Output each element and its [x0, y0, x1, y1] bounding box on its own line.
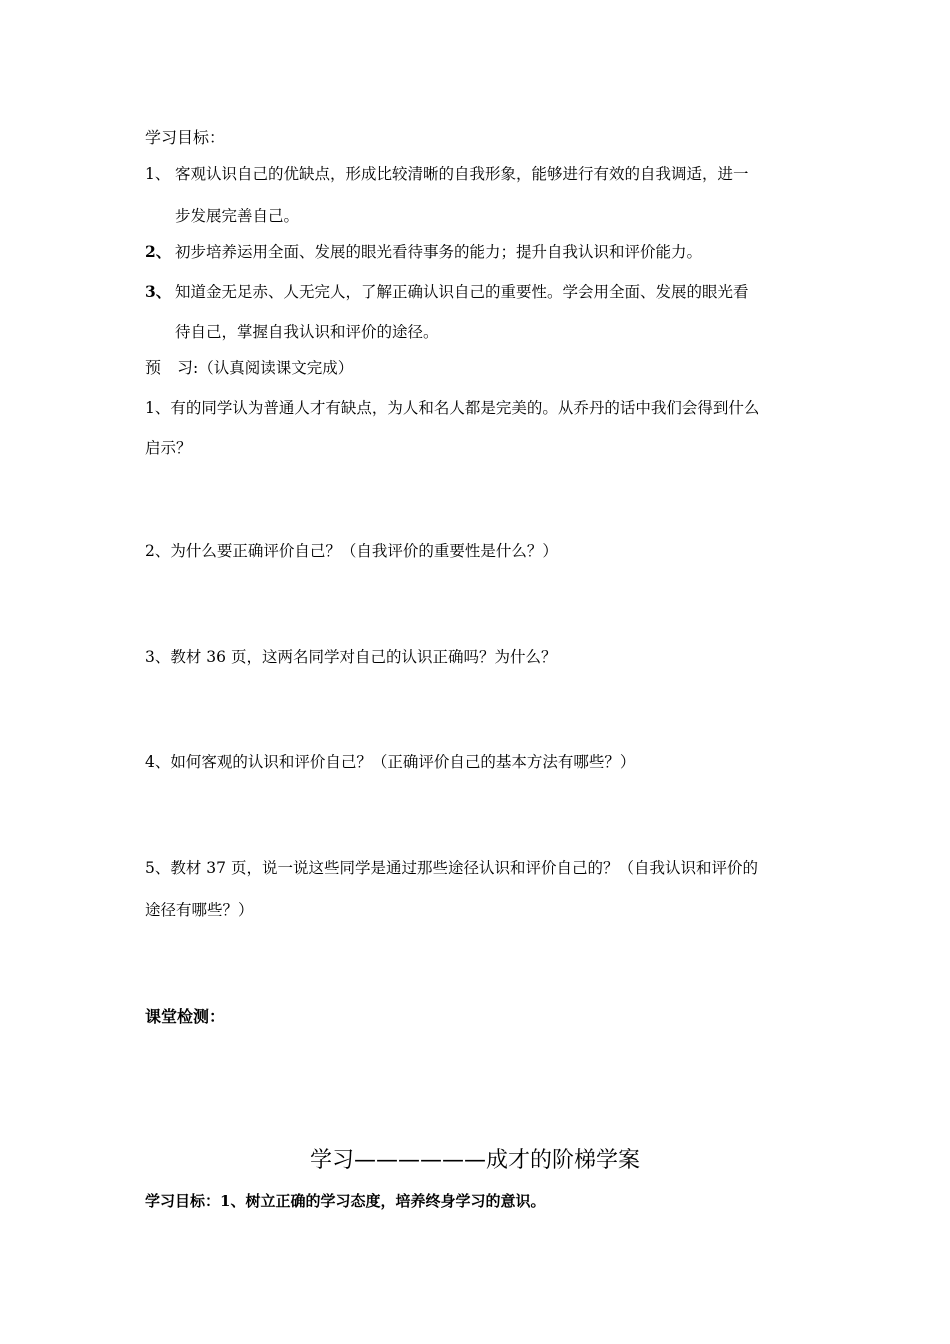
preview-heading: [145, 358, 353, 378]
question-3: 3、教材 36 页，这两名同学对自己的认识正确吗？为什么？: [145, 648, 557, 666]
goal-item-1: [145, 164, 749, 184]
preview-label: 预 习: [145, 358, 194, 377]
goal-item-3: [145, 282, 749, 302]
question-2: 2、为什么要正确评价自己？（自我评价的重要性是什么？）: [145, 542, 558, 560]
goal-text: 知道金无足赤、人无完人，了解正确认识自己的重要性。学会用全面、发展的眼光看: [175, 283, 749, 301]
goal-number: 1、: [145, 165, 171, 183]
question-4: 4、如何客观的认识和评价自己？（正确评价自己的基本方法有哪些？）: [145, 753, 636, 771]
question-1: 1、有的同学认为普通人才有缺点，为人和名人都是完美的。从乔丹的话中我们会得到什么: [145, 399, 760, 417]
goal-text: 客观认识自己的优缺点，形成比较清晰的自我形象，能够进行有效的自我调适，进一: [175, 165, 749, 183]
question-1-continued: 启示？: [145, 439, 192, 457]
goal-number: 2、: [145, 242, 172, 261]
preview-note: :（认真阅读课文完成）: [193, 359, 354, 377]
goal-item-2: [145, 242, 702, 262]
goal-text: 初步培养运用全面、发展的眼光看待事务的能力；提升自我认识和评价能力。: [175, 243, 703, 261]
question-5-continued: 途径有哪些？）: [145, 901, 254, 919]
question-5: 5、教材 37 页，说一说这些同学是通过那些途径认识和评价自己的？（自我认识和评价的: [145, 859, 758, 877]
goals-heading: 学习目标：: [145, 128, 226, 147]
lesson-goals-line: 学习目标：1、树立正确的学习态度，培养终身学习的意识。: [145, 1192, 546, 1210]
classroom-check-heading: 课堂检测：: [145, 1007, 226, 1026]
goal-item-3-continued: 待自己，掌握自我认识和评价的途径。: [175, 323, 439, 341]
lesson-title: 学习——————成才的阶梯学案: [309, 1148, 640, 1173]
goal-item-1-continued: 步发展完善自己。: [175, 207, 300, 225]
goal-number: 3、: [145, 282, 172, 301]
